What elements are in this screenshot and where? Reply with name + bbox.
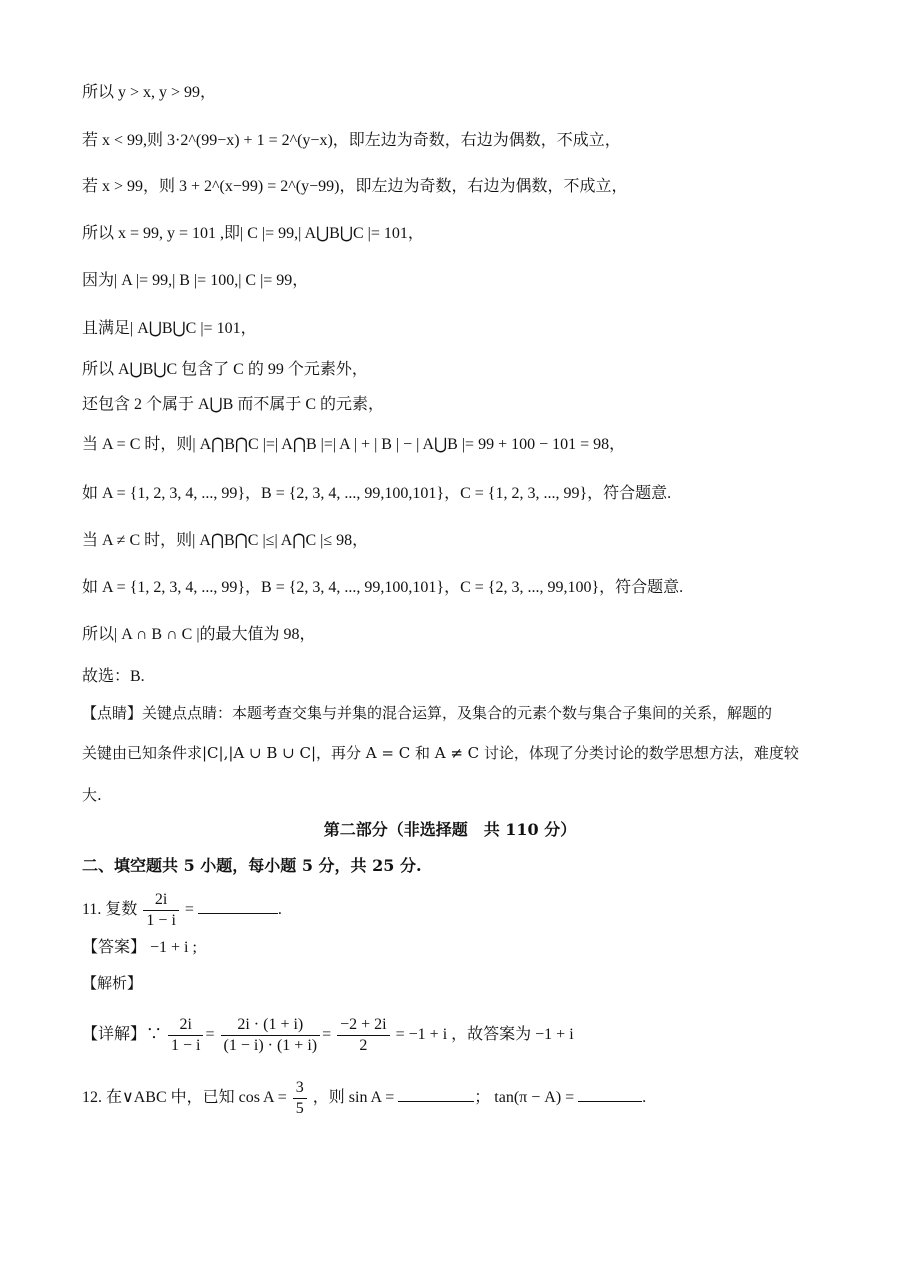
detail-f3-den: 2 <box>359 1036 368 1054</box>
question-11 <box>82 888 282 932</box>
q12-num: 3 <box>293 1078 307 1099</box>
q11-denominator: 1 − i <box>146 911 176 929</box>
text-line-15: 【点睛】关键点点睛：本题考查交集与并集的混合运算，及集合的元素个数与集合子集间的关系，解题的 <box>82 704 773 722</box>
q12-end: . <box>642 1089 647 1106</box>
q11-prefix: 11. 复数 <box>82 901 138 918</box>
q12-tan-blank <box>578 1087 642 1102</box>
text-line-1: 所以 y > x, y > 99， <box>82 84 217 101</box>
q12-prefix: 12. 在∨ABC 中，已知 cos A = <box>82 1089 287 1106</box>
detail-f2-den: (1 − i) · (1 + i) <box>223 1036 318 1054</box>
section-heading: 二、填空题共 5 小题，每小题 5 分，共 25 分. <box>82 856 422 875</box>
text-line-8: 还包含 2 个属于 A⋃B 而不属于 C 的元素， <box>82 396 385 413</box>
text-line-16: 关键由已知条件求|C|,|A ∪ B ∪ C|，再分 A = C 和 A ≠ C 讨论，体现了分类讨论的数学思想方法，难度较 <box>82 744 799 762</box>
q11-answer-blank <box>198 899 278 914</box>
q12-sep: ； <box>474 1089 491 1106</box>
q11-detail-label: 【详解】∵ <box>82 1026 163 1043</box>
text-line-11: 当 A ≠ C 时，则| A⋂B⋂C |≤| A⋂C |≤ 98， <box>82 532 369 549</box>
text-line-2: 若 x < 99,则 3·2^(99−x) + 1 = 2^(y−x)，即左边为奇数，右边为偶数，不成立， <box>82 132 621 149</box>
q12-den: 5 <box>295 1099 304 1117</box>
text-line-7: 所以 A⋃B⋃C 包含了 C 的 99 个元素外， <box>82 361 368 378</box>
q11-end: . <box>277 901 282 918</box>
text-line-5: 因为| A |= 99,| B |= 100,| C |= 99， <box>82 272 309 289</box>
text-line-9: 当 A = C 时，则| A⋂B⋂C |=| A⋂B |=| A | + | B | − | A⋃B |= 99 + 100 − 101 = 98， <box>82 436 626 453</box>
detail-fraction-3 <box>337 1015 390 1056</box>
text-line-17: 大. <box>82 786 102 804</box>
q11-answer: 【答案】 −1 + i ; <box>82 939 197 956</box>
text-line-13: 所以| A ∩ B ∩ C |的最大值为 98， <box>82 626 316 643</box>
q11-numerator: 2i <box>143 890 178 911</box>
detail-f3-num: −2 + 2i <box>337 1015 390 1036</box>
detail-f2-num: 2i · (1 + i) <box>221 1015 321 1036</box>
q11-fraction <box>143 890 178 931</box>
q12-sin-blank <box>398 1087 474 1102</box>
q11-detail: 【详解】∵ $\frac{2i}{1 - i}$ = $\frac{2i \cdot (1 + i)}{(1 - i) \cdot (1 + i)}$ = $\frac{-2 + 2i}{2}$ = −1 + i ，故答案为 −1 + i <box>82 1015 574 1054</box>
text-line-10: 如 A = {1, 2, 3, 4, ..., 99}，B = {2, 3, 4, ..., 99,100,101}，C = {1, 2, 3, ..., 99}，符合题意. <box>82 485 672 502</box>
detail-fraction-1 <box>168 1015 203 1056</box>
detail-tail: ，故答案为 −1 + i <box>451 1026 574 1043</box>
text-line-6: 且满足| A⋃B⋃C |= 101， <box>82 320 257 337</box>
q11-equals: = <box>184 901 194 918</box>
detail-fraction-2 <box>221 1015 321 1056</box>
question-12 <box>82 1075 646 1121</box>
q12-fraction <box>293 1078 307 1119</box>
text-line-14: 故选：B. <box>82 668 145 685</box>
detail-f1-num: 2i <box>168 1015 203 1036</box>
text-line-4: 所以 x = 99, y = 101 ,即| C |= 99,| A⋃B⋃C |= 101， <box>82 225 424 242</box>
q12-mid: ，则 sin A = <box>312 1089 395 1106</box>
text-line-12: 如 A = {1, 2, 3, 4, ..., 99}，B = {2, 3, 4, ..., 99,100,101}，C = {2, 3, ..., 99,100}，符合题意. <box>82 579 684 596</box>
detail-f1-den: 1 − i <box>171 1036 201 1054</box>
text-line-3: 若 x > 99，则 3 + 2^(x−99) = 2^(y−99)，即左边为奇数，右边为偶数，不成立， <box>82 178 628 195</box>
detail-result: = −1 + i <box>395 1026 448 1043</box>
part-title: 第二部分（非选择题 共 110 分） <box>323 820 577 839</box>
q12-tan: tan(π − A) = <box>494 1089 575 1106</box>
q11-analysis-label: 【解析】 <box>82 974 143 992</box>
